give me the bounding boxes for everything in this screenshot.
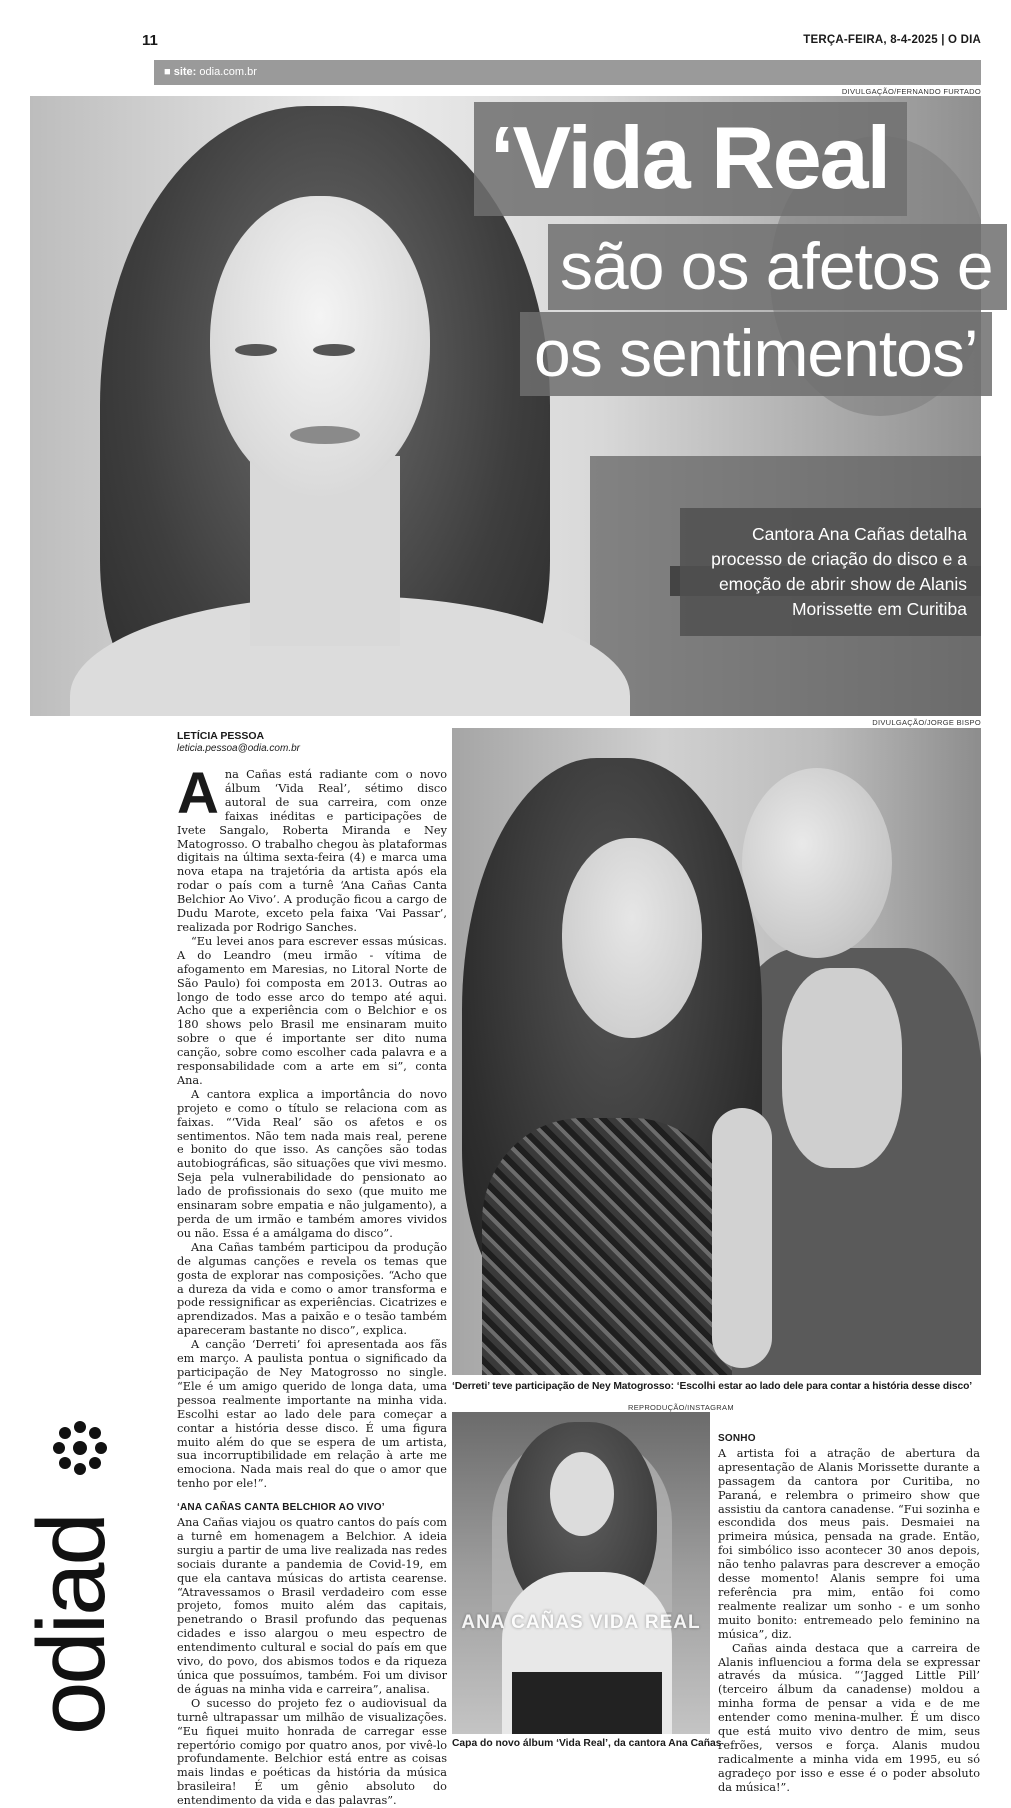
article-paragraph <box>177 761 447 935</box>
site-label: site: <box>173 66 197 78</box>
site-url[interactable]: odia.com.br <box>199 66 257 78</box>
section-logo <box>18 1420 128 1750</box>
dek-text: Cantora Ana Cañas detalha processo de criação do disco e a emoção de abrir show de Alanis Morissette em Curitiba <box>711 524 967 619</box>
site-line <box>164 66 257 78</box>
byline-email[interactable]: leticia.pessoa@odia.com.br <box>177 743 300 754</box>
article-paragraph: Cañas ainda destaca que a carreira de Alanis influenciou a forma dela se expressar através da música. “‘Jagged Little Pill’ (terceiro álbum da canadense) moldou a minha forma de pensar a vida e de me entender como menina-mulher. É um disco que está muito vivo dentro de mim, seus refrões, versos e força. Alanis mudou radicalmente a minha vida em 1995, eu só agradeço por isso e esse é o poder absoluto da música!”. <box>718 1641 980 1794</box>
page-number: 11 <box>142 32 158 49</box>
album-cover-title: ANA CAÑAS VIDA REAL <box>461 1612 701 1633</box>
article-paragraph: “Eu levei anos para escrever essas músicas. A do Leandro (meu irmão - vítima de afogamento em Maresias, no Litoral Norte de São Paulo) foi composta em 2013. Outras ao longo de todo esse arco do tempo até aqui. Acho que a experiência com o Belchior e os 180 shows pelo Brasil me ensinaram muito sobre o que é importante ser dito numa canção, sobre como escolher cada palavra e a responsabilidade com a arte em si”, conta Ana. <box>177 934 447 1087</box>
paragraph-text: na Cañas está radiante com o novo álbum ‘Vida Real’, sétimo disco autoral de sua carreira, com onze faixas inéditas e participações de Ivete Sangalo, Roberta Miranda e Ney Matogrosso. O trabalho chegou às plataformas digitais na última sexta-feira (4) e marca uma nova etapa na trajetória da artista após ela rodar o país com a turnê ‘Ana Cañas Canta Belchior Ao Vivo’. A produção ficou a cargo de Dudu Marote, exceto pela faixa ‘Vai Passar’, realizada por Rodrigo Sanches. <box>177 768 447 934</box>
hero-lips <box>290 426 360 444</box>
photo3-caption: Capa do novo álbum ‘Vida Real’, da cantora Ana Cañas <box>452 1738 722 1749</box>
article-paragraph: O sucesso do projeto fez o audiovisual da turnê ultrapassar um milhão de visualizações. “Eu fiquei muito honrada de carregar esse repertório comigo por quatro anos, por vivê-lo profundamente. Belchior está entre as coisas mais lindas e poéticas da história da música brasileira! É um gênio absoluto do entendimento da vida e das palavras”. <box>177 1696 447 1808</box>
photo2-man-chest <box>782 968 902 1168</box>
photo2-caption: ‘Derreti’ teve participação de Ney Matogrosso: ‘Escolhi estar ao lado dele para contar a história desse disco’ <box>452 1381 973 1392</box>
hero-eye-left <box>235 344 277 356</box>
headline-line-1: ‘Vida Real <box>474 102 907 216</box>
photo2-woman-dress <box>482 1118 732 1375</box>
photo3-face <box>550 1452 614 1536</box>
article-paragraph: A artista foi a atração de abertura da apresentação de Alanis Morissette durante a passagem da cantora por Curitiba, no Paraná, e relembra o primeiro show que assistiu da cantora canadense. “Fui sozinha e escondida dos meus pais. Desmaiei na primeira música, pensada na grade. Então, foi simbólico isso acontecer 30 anos depois, não tenho palavras para descrever a emoção desse momento! Alanis sempre foi uma referência pra mim, então foi como realmente realizar um sonho - e um sonho muito bonito: entremeado pelo feminino na música”, diz. <box>718 1446 980 1641</box>
site-bar <box>154 60 981 85</box>
photo2-credit: DIVULGAÇÃO/JORGE BISPO <box>872 718 981 727</box>
byline-name: LETÍCIA PESSOA <box>177 730 265 742</box>
photo3-credit: REPRODUÇÃO/INSTAGRAM <box>628 1403 734 1412</box>
article-paragraph: Ana Cañas também participou da produção de algumas canções e revela os temas que gosta de explorar nas composições. “Acho que a dureza da vida e como o amor transforma e pode ressignificar as experiências. Cicatrizes e aprendizados. Mas a paixão e o tesão também apareceram bastante no disco”, explica. <box>177 1240 447 1338</box>
article-column-1 <box>177 761 447 1808</box>
headline-line-3: os sentimentos’ <box>520 312 992 396</box>
date-line: TERÇA-FEIRA, 8-4-2025 | O DIA <box>803 34 981 46</box>
album-cover-photo <box>452 1412 710 1734</box>
square-bullet-icon: ■ <box>164 66 174 78</box>
headline-line-2: são os afetos e <box>548 224 1007 310</box>
dek-box <box>680 508 981 636</box>
photo2-woman-face <box>562 838 702 1038</box>
photo2-woman-arm <box>712 1108 772 1368</box>
photo2-man-face <box>742 768 892 958</box>
subhead-belchior: ‘ANA CAÑAS CANTA BELCHIOR AO VIVO’ <box>177 1502 385 1514</box>
article-column-2 <box>718 1432 980 1795</box>
article-paragraph: A cantora explica a importância do novo projeto e como o título se relaciona com as faixas. “‘Vida Real’ são os afetos e os sentimentos. Não tem nada mais real, perene e bonito do que isso. As canções são todas autobiográficas, são situações que vivi mesmo. Seja pela vulnerabilidade do pensionato ao lado de profissionais do sexo (que muito me ensinaram sobre empatia e não julgamento), a perda de um irmão e também amores vividos ou não. Essa é a amálgama do disco”. <box>177 1087 447 1240</box>
article-paragraph: A canção ‘Derreti’ foi apresentada aos fãs em março. A paulista pontua o significado da participação de Ney Matogrosso no single. “Ele é um amigo querido de longa data, uma pessoa realmente importante na minha vida. Escolhi estar ao lado dele para começar a contar a história desse disco. É uma figura muito além do que se espera de um artista, sua incorruptibilidade em relação à arte me emociona. Nada mais real do que o amor que tenho por ele!”. <box>177 1338 447 1491</box>
hero-eye-right <box>313 344 355 356</box>
article-paragraph: Ana Cañas viajou os quatro cantos do país com a turnê em homenagem a Belchior. A ideia surgiu a partir de uma live realizada nas redes sociais durante a pandemia de Covid-19, em que ela cantava músicas do artista cearense. “Atravessamos o Brasil verdadeiro com esse projeto, fomos muito além das capitais, penetrando o Brasil profundo das pequenas cidades e isso alargou o meu espectro de entendimento cultural e social do país em que vivo, do povo, dos abismos todos e da riqueza única que possuímos, também. Foi um divisor de águas na minha vida e carreira”, analisa. <box>177 1516 447 1696</box>
subhead-sonho: SONHO <box>718 1433 756 1444</box>
drop-cap: A <box>177 761 219 826</box>
photo-ana-and-ney <box>452 728 981 1375</box>
section-logo-text: odiad <box>18 1515 125 1735</box>
hero-photo-credit: DIVULGAÇÃO/FERNANDO FURTADO <box>841 87 981 96</box>
photo3-pants <box>512 1672 662 1734</box>
